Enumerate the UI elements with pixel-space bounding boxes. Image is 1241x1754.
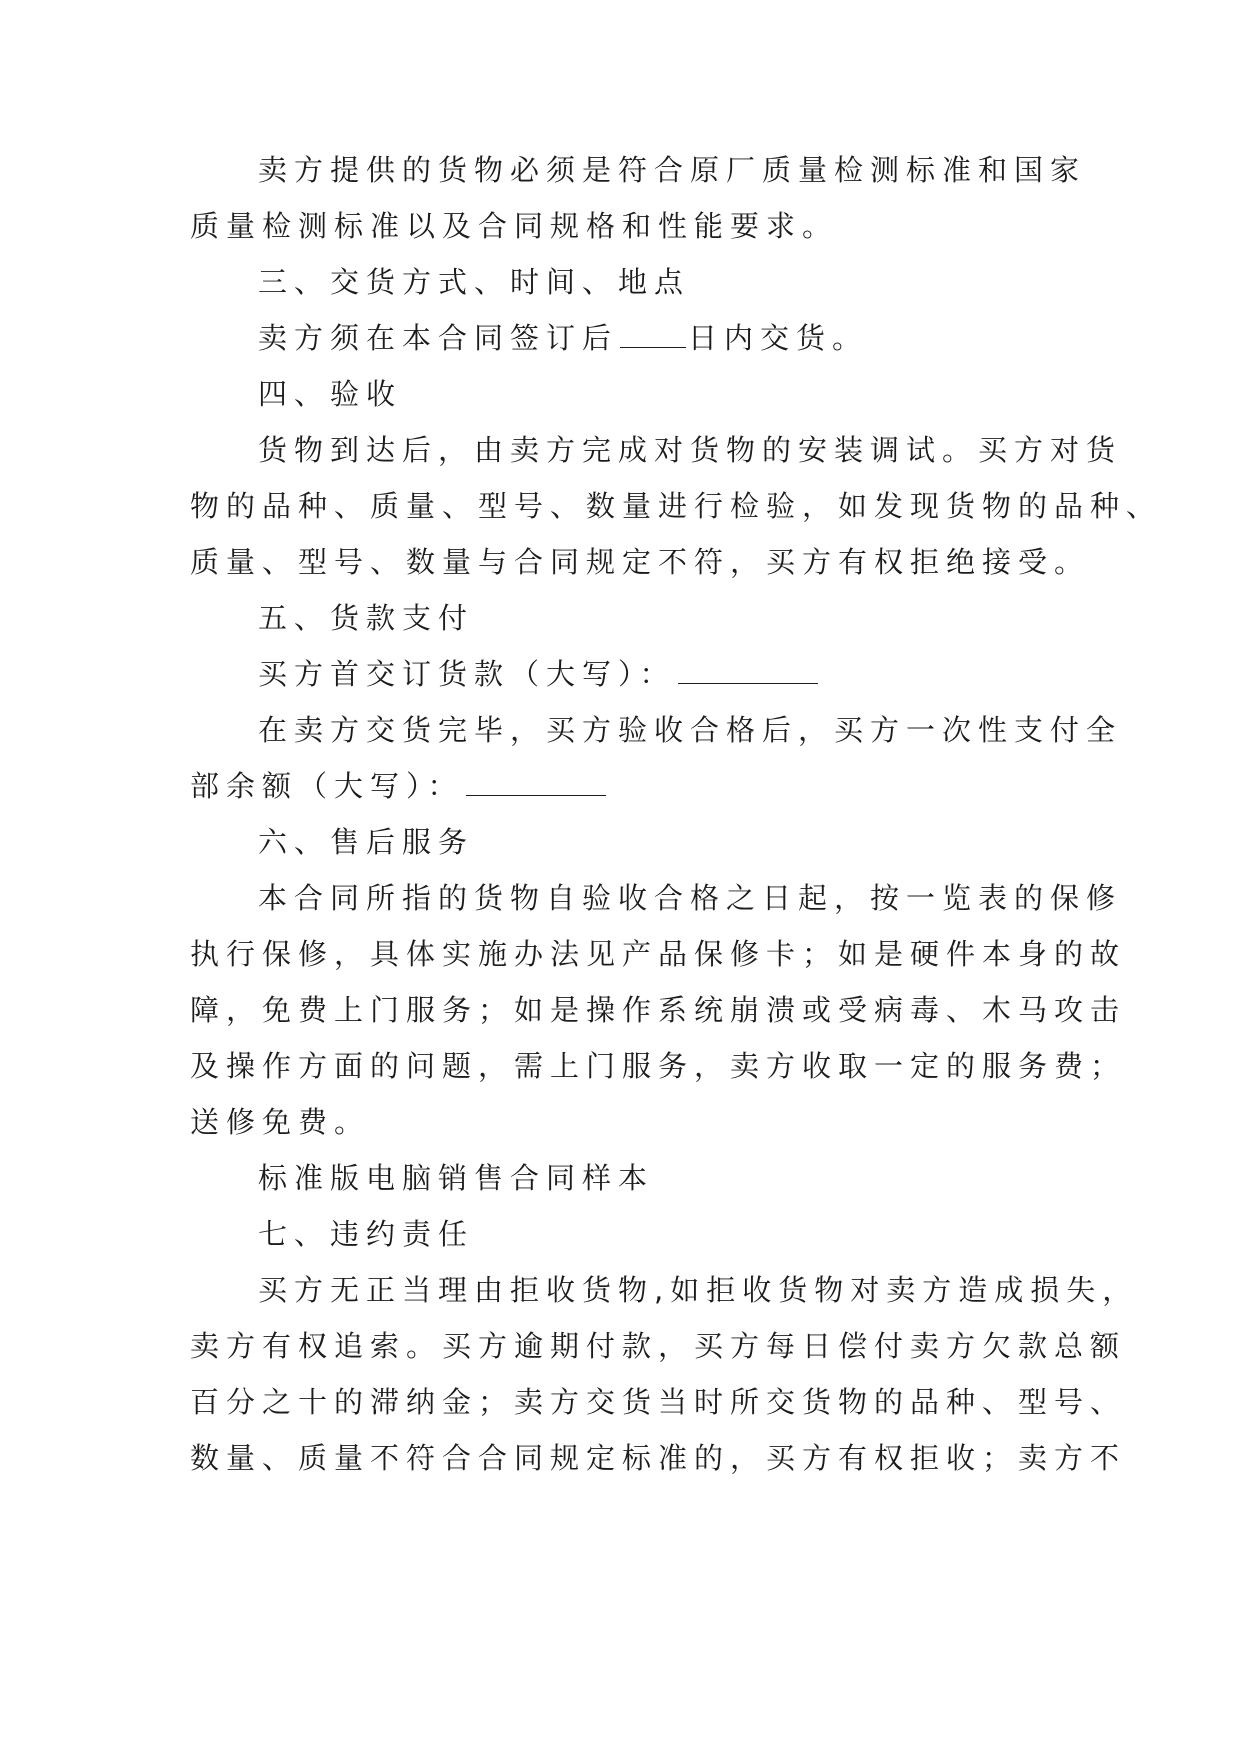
after-sales-clause-line-2: 执行保修，具体实施办法见产品保修卡；如是硬件本身的故	[190, 937, 1127, 971]
liability-clause-line-3: 百分之十的滞纳金；卖方交货当时所交货物的品种、型号、	[190, 1385, 1127, 1419]
acceptance-clause-line-3: 质量、型号、数量与合同规定不符，买方有权拒绝接受。	[190, 545, 1091, 579]
deposit-clause	[258, 654, 820, 694]
balance-amount-blank	[466, 767, 606, 796]
delivery-days-blank	[620, 319, 686, 348]
balance-clause-line-1: 在卖方交货完毕，买方验收合格后，买方一次性支付全	[258, 713, 1123, 747]
balance-clause-line-2	[190, 766, 608, 806]
delivery-clause-text: 卖方须在本合同签订后	[258, 321, 619, 355]
after-sales-clause-line-3: 障，免费上门服务；如是操作系统崩溃或受病毒、木马攻击	[190, 993, 1127, 1027]
after-sales-clause-line-4: 及操作方面的问题，需上门服务，卖方收取一定的服务费；	[190, 1049, 1127, 1083]
liability-clause-line-4: 数量、质量不符合合同规定标准的，买方有权拒收；卖方不	[190, 1441, 1127, 1475]
section-heading-acceptance: 四、验收	[258, 377, 403, 411]
acceptance-clause-line-1: 货物到达后，由卖方完成对货物的安装调试。买方对货	[258, 433, 1123, 467]
section-heading-delivery: 三、交货方式、时间、地点	[258, 265, 691, 299]
liability-clause-line-2: 卖方有权追索。买方逾期付款，买方每日偿付卖方欠款总额	[190, 1329, 1127, 1363]
delivery-clause-suffix: 日内交货。	[688, 321, 869, 355]
after-sales-clause-line-5: 送修免费。	[190, 1105, 371, 1139]
liability-clause-line-1: 买方无正当理由拒收货物,如拒收货物对卖方造成损失，	[258, 1273, 1139, 1307]
after-sales-clause-line-1: 本合同所指的货物自验收合格之日起，按一览表的保修	[258, 881, 1123, 915]
document-title-note: 标准版电脑销售合同样本	[258, 1161, 655, 1195]
deposit-clause-text: 买方首交订货款（大写）：	[258, 657, 676, 691]
acceptance-clause-line-2: 物的品种、质量、型号、数量进行检验，如发现货物的品种、	[190, 489, 1163, 523]
section-heading-after-sales: 六、售后服务	[258, 825, 475, 859]
quality-clause-line-2: 质量检测标准以及合同规格和性能要求。	[190, 209, 839, 243]
balance-clause-text: 部余额（大写）：	[190, 769, 464, 803]
quality-clause-line-1: 卖方提供的货物必须是符合原厂质量检测标准和国家	[258, 153, 1087, 187]
section-heading-payment: 五、货款支付	[258, 601, 475, 635]
section-heading-liability: 七、违约责任	[258, 1217, 475, 1251]
delivery-clause	[258, 318, 868, 358]
deposit-amount-blank	[678, 655, 818, 684]
